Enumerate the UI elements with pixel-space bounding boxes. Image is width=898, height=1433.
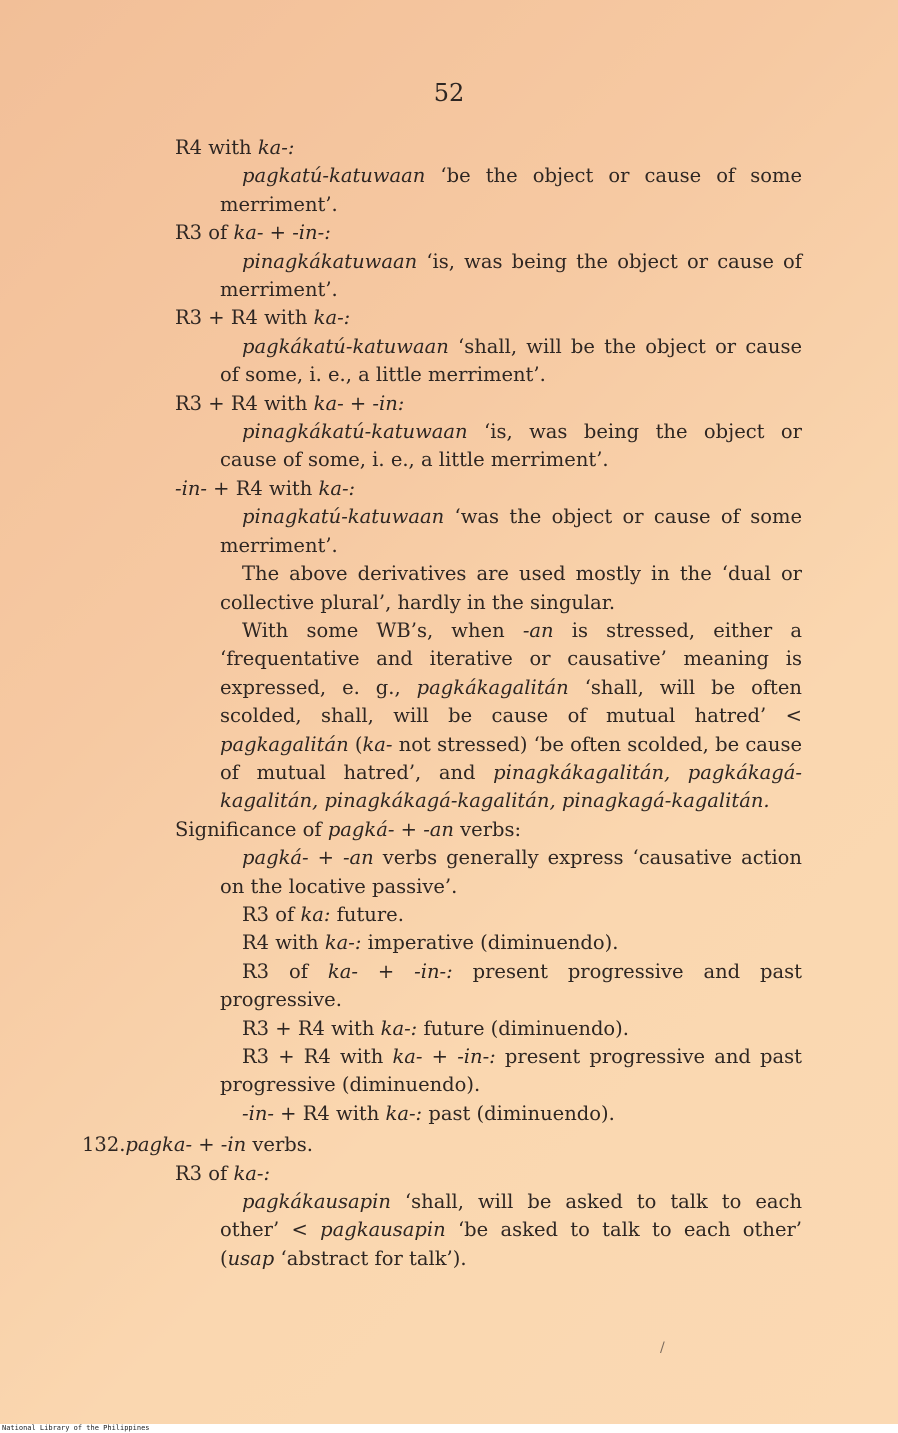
- example-entry: [220, 333, 802, 390]
- example-entry: [220, 503, 802, 560]
- text-run: present progressive and past progressive (diminuendo).: [220, 1045, 802, 1097]
- italic-term: ka-:: [380, 1016, 418, 1040]
- text-run: future.: [330, 902, 404, 926]
- text-run: verbs generally express ‘causative action on the locative passive’.: [220, 846, 802, 898]
- tagalog-form: pinagkatú-katuwaan: [242, 505, 445, 529]
- gloss: ‘is, was being the object or cause of some, i. e., a little merriment’.: [220, 420, 802, 472]
- tagalog-form: pinagkákatú-katuwaan: [242, 420, 468, 444]
- text-run: ‘abstract for talk’).: [274, 1246, 467, 1270]
- italic-term: ka-: [392, 1045, 423, 1068]
- italic-term: pagká-: [242, 846, 309, 870]
- section-heading: [82, 1131, 782, 1159]
- gloss: ‘was the object or cause of some merriment’.: [220, 505, 802, 557]
- example-entry: [220, 418, 802, 475]
- rule-heading: [175, 304, 815, 332]
- affix-term: ka-:: [313, 306, 351, 330]
- text-run: present progressive and past progressive.: [220, 959, 802, 1012]
- italic-term: ka-: [362, 732, 393, 756]
- italic-term: pagkagalitán: [220, 732, 349, 756]
- italic-term: -in-:: [457, 1045, 496, 1068]
- affix-term: ka- + -in-:: [233, 221, 331, 245]
- text-run: verbs:: [453, 817, 522, 841]
- text-run: Significance of: [175, 817, 328, 841]
- tagalog-form: pinagkákatuwaan: [242, 249, 418, 273]
- heading-text: + R4 with: [206, 476, 319, 500]
- italic-term: ka-:: [324, 931, 362, 955]
- heading-text: R3 + R4 with: [175, 306, 314, 330]
- example-entry: [220, 1188, 802, 1273]
- text-run: not stressed) ‘be often scolded, be cause of mutual hatred’, and: [220, 732, 802, 784]
- text-run: R3 of: [242, 959, 328, 983]
- pencil-mark: /: [660, 1340, 665, 1356]
- paragraph: [220, 1043, 802, 1100]
- text-run: (: [348, 732, 363, 756]
- rule-heading: [175, 390, 815, 418]
- heading-text: R3 of: [175, 1161, 234, 1185]
- italic-term: pinagkákagalitán, pagkákagá-kagalitán, pinagkákagá-kagalitán, pinagkagá-kagalitán.: [220, 760, 802, 813]
- italic-term: -an: [423, 817, 454, 841]
- paragraph: [220, 617, 802, 816]
- page-body: [0, 134, 898, 1273]
- library-footer: National Library of the Philippines: [0, 1424, 898, 1433]
- text-run: future (diminuendo).: [417, 1016, 629, 1040]
- rule-heading: [175, 1160, 815, 1188]
- example-entry: [220, 248, 802, 305]
- italic-term: pagká-: [327, 817, 395, 841]
- text-run: R3 of: [242, 902, 301, 926]
- paragraph: [220, 1100, 802, 1128]
- gloss: ‘be the object or cause of some merriment’.: [220, 164, 802, 216]
- text-run: ‘shall, will be asked to talk to each other’ <: [220, 1190, 802, 1242]
- gloss: ‘shall, will be the object or cause of some, i. e., a little merriment’.: [220, 334, 802, 387]
- italic-term: usap: [227, 1246, 275, 1270]
- rule-heading: [175, 816, 815, 844]
- text-run: +: [394, 817, 424, 841]
- italic-term: -an: [342, 846, 374, 870]
- text-run: +: [192, 1133, 221, 1157]
- text-run: ‘be asked to talk to each other’ (: [220, 1218, 803, 1270]
- tagalog-form: pagkatú-katuwaan: [242, 164, 426, 188]
- text-run: verbs.: [246, 1133, 313, 1157]
- text-run: is stressed, either a ‘frequentative and iterative or causative’ meaning is expressed, e. g.,: [220, 618, 803, 699]
- heading-text: R3 of: [175, 221, 234, 245]
- italic-term: pagka-: [125, 1133, 193, 1157]
- text-run: R3 + R4 with: [242, 1016, 381, 1040]
- text-run: imperative (diminuendo).: [361, 931, 619, 955]
- example-entry: [220, 844, 802, 901]
- paragraph: [220, 958, 802, 1015]
- heading-text: R4 with: [175, 136, 258, 159]
- italic-term: -an: [522, 618, 554, 642]
- affix-term: -in-: [175, 476, 207, 500]
- paragraph: [220, 901, 802, 929]
- text-run: R4 with: [242, 931, 325, 955]
- text-run: With some WB’s, when: [242, 618, 523, 642]
- heading-text: R3 + R4 with: [175, 391, 314, 415]
- rule-heading: [175, 219, 815, 247]
- rule-heading: [175, 134, 815, 162]
- italic-term: ka-:: [385, 1101, 423, 1125]
- italic-term: -in: [220, 1133, 247, 1157]
- text-run: + R4 with: [273, 1101, 386, 1125]
- italic-term: pagkákagalitán: [416, 675, 569, 699]
- affix-term: ka-:: [318, 476, 356, 500]
- affix-term: ka-:: [233, 1161, 271, 1185]
- text-run: R3 + R4 with: [242, 1045, 393, 1068]
- italic-term: -in-: [242, 1101, 274, 1125]
- text-run: ‘shall, will be often scolded, shall, will be cause of mutual hatred’ <: [220, 675, 802, 728]
- italic-term: -in-:: [414, 959, 453, 983]
- affix-term: ka-:: [257, 136, 295, 159]
- affix-term: ka- + -in:: [313, 391, 405, 415]
- page-number: 52: [433, 79, 465, 107]
- italic-term: ka:: [300, 902, 331, 926]
- paragraph-text: The above derivatives are used mostly in the ‘dual or collective plural’, hardly in the singular.: [220, 562, 802, 614]
- text-run: past (diminuendo).: [422, 1101, 615, 1125]
- italic-term: ka-: [327, 959, 358, 983]
- paragraph: [220, 1015, 802, 1043]
- example-entry: [220, 162, 802, 219]
- paragraph: [220, 560, 802, 617]
- paragraph: [220, 929, 802, 957]
- gloss: ‘is, was being the object or cause of merriment’.: [220, 249, 802, 302]
- text-run: +: [422, 1045, 458, 1068]
- section-number: 132.: [82, 1133, 126, 1157]
- text-run: +: [308, 846, 343, 870]
- tagalog-form: pagkákatú-katuwaan: [242, 334, 449, 358]
- italic-term: pagkausapin: [320, 1218, 446, 1242]
- text-run: +: [357, 959, 415, 983]
- italic-term: pagkákausapin: [242, 1190, 391, 1214]
- rule-heading: [175, 475, 815, 503]
